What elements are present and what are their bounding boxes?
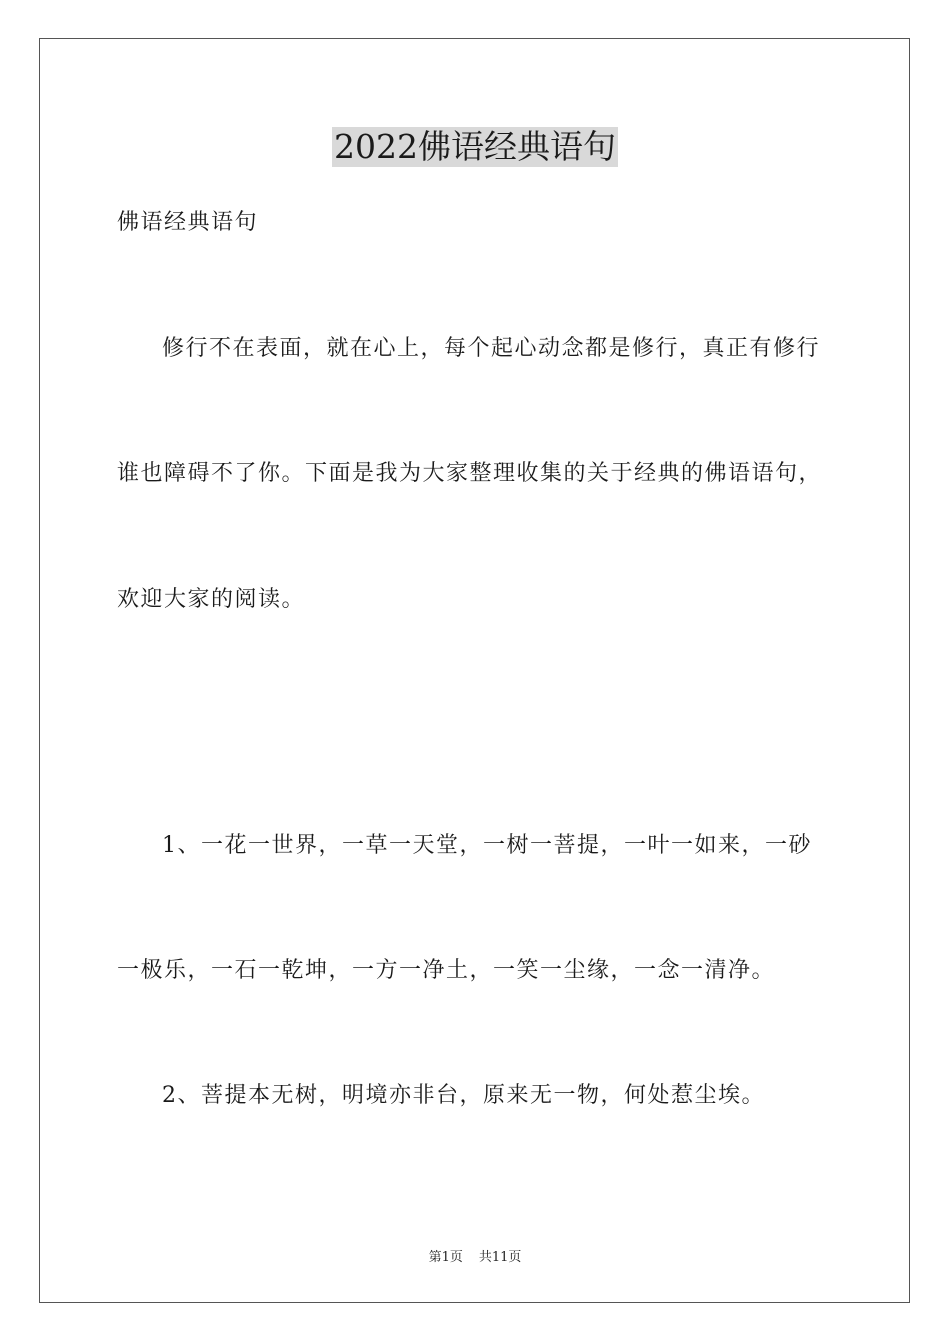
- page-number: 第1页: [428, 1250, 463, 1265]
- paragraph-line: 修行不在表面，就在心上，每个起心动念都是修行，真正有修行: [162, 336, 821, 361]
- document-title: 2022佛语经典语句: [334, 127, 616, 166]
- quote-line: 2、菩提本无树，明境亦非台，原来无一物，何处惹尘埃。: [162, 1083, 765, 1108]
- document-title-wrapper: [0, 127, 950, 173]
- quote-line: 一极乐，一石一乾坤，一方一净土，一笑一尘缘，一念一清净。: [117, 958, 776, 983]
- paragraph-line: 欢迎大家的阅读。: [117, 587, 306, 612]
- subtitle-line: 佛语经典语句: [117, 210, 259, 235]
- quote-line: 1、一花一世界，一草一天堂，一树一菩提，一叶一如来，一砂: [162, 833, 812, 858]
- page-count: 共11页: [478, 1250, 522, 1265]
- page-footer: [0, 1249, 950, 1267]
- paragraph-line: 谁也障碍不了你。下面是我为大家整理收集的关于经典的佛语语句，: [117, 461, 823, 486]
